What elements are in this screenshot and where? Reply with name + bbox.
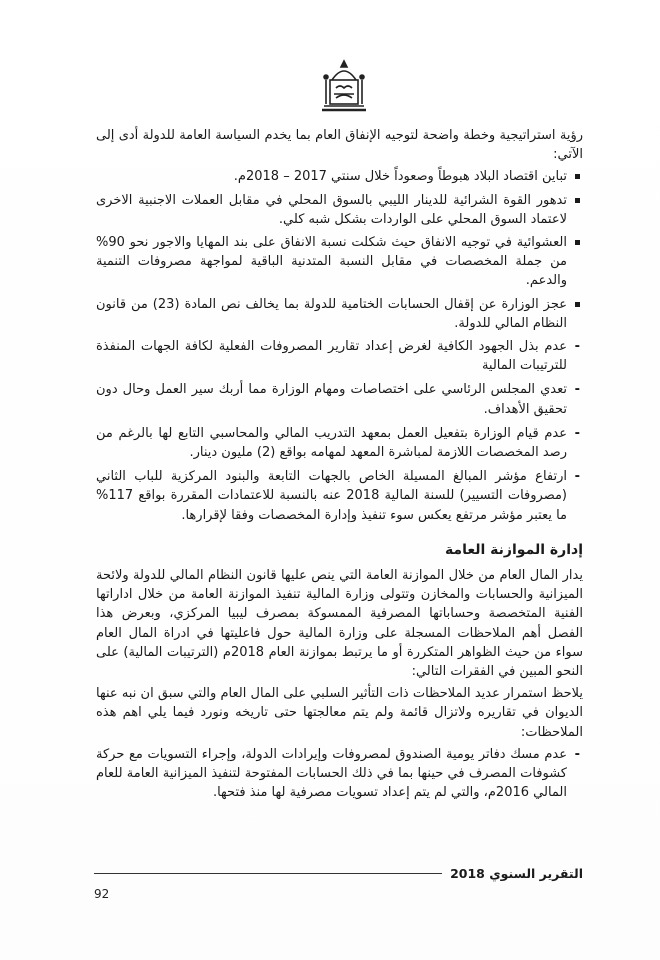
bullet-item: عجز الوزارة عن إقفال الحسابات الختامية للدولة بما يخالف نص المادة (23) من قانون النظام المالي للدولة. (96, 295, 583, 333)
findings-bullet-list (96, 167, 583, 333)
dash-item: - عدم بذل الجهود الكافية لغرض إعداد تقارير المصروفات الفعلية لكافة الجهات المنفذة للترتيبات المالية (96, 337, 583, 375)
section-paragraph: يدار المال العام من خلال الموازنة العامة التي ينص عليها قانون النظام المالي للدولة ولائحة الميزانية والحسابات والمخازن وتتولى وزارة المالية تنفيذ الموازنة العامة من خلال اداراتها الفنية المتخصصة وحساباتها المصرفية الممسوكة بمصرف ليبيا المركزي، وبعرض هذا الفصل أهم الملاحظات المسجلة على وزارة المالية حول فاعليتها في ادراة المال العام سواء من حيث الظواهر المتكررة أو ما يرتبط بموازنة العام 2018م (الترتيبات المالية) على النحو المبين في الفقرات التالي: (96, 568, 583, 680)
page-footer (94, 866, 583, 881)
bullet-item: تدهور القوة الشرائية للدينار الليبي بالسوق المحلي في مقابل العملات الاجنبية الاخرى لاعتماد السوق المحلي على الواردات بشكل شبه كلي. (96, 191, 583, 229)
findings-dash-list (96, 337, 583, 525)
page-number: 92 (94, 887, 110, 901)
bullet-item: تباين اقتصاد البلاد هبوطاً وصعوداً خلال سنتي 2017 – 2018م. (96, 167, 583, 186)
dash-item: - تعدي المجلس الرئاسي على اختصاصات ومهام الوزارة مما أربك سير العمل وحال دون تحقيق الأهداف. (96, 380, 583, 418)
observations-paragraph: يلاحظ استمرار عديد الملاحظات ذات التأثير السلبي على المال العام والتي سبق ان نبه عنها الديوان في تقاريره ولاتزال قائمة ولم يتم معالجتها حتى تاريخه ونورد فيما يلي اهم هذه الملاحظات: (96, 686, 583, 740)
dash-item: - عدم مسك دفاتر يومية الصندوق لمصروفات وإيرادات الدولة، وإجراء التسويات مع حركة كشوفات المصرف في حينها بما في ذلك الحسابات المفتوحة لتنفيذ الميزانية العامة للعام المالي 2016م، والتي لم يتم إعداد تسويات مصرفية لها منذ فتحها. (96, 745, 583, 803)
dash-item: - عدم قيام الوزارة بتفعيل العمل بمعهد التدريب المالي والمحاسبي التابع لها بالرغم من رصد المخصصات اللازمة لمباشرة المعهد لمهامه بواقع (2) مليون دينار. (96, 424, 583, 462)
section-heading: إدارة الموازنة العامة (444, 541, 583, 558)
report-label: التقرير السنوي 2018 (450, 866, 583, 881)
footer-divider (94, 873, 442, 874)
bullet-item: العشوائية في توجيه الانفاق حيث شكلت نسبة الانفاق على بند المهايا والاجور نحو 90% من جملة المخصصات في مقابل النسبة المتدنية الباقية لمواجهة مصروفات التنمية والدعم. (96, 233, 583, 291)
intro-paragraph: رؤية استراتيجية وخطة واضحة لتوجيه الإنفاق العام بما يخدم السياسة العامة للدولة أدى إلى الآتي: (96, 128, 583, 163)
dash-item: - ارتفاع مؤشر المبالغ المسيلة الخاص بالجهات التابعة والبنود المركزية للباب الثاني (مصروفات التسيير) للسنة المالية 2018 عنه بالنسبة للاعتمادات المقررة بواقع 117% ما يعتبر مؤشر مرتفع يعكس سوء تنفيذ وإدارة المخصصات وفقا لإقرارها. (96, 467, 583, 525)
main-content (96, 126, 583, 808)
audit-bureau-logo-icon (318, 58, 370, 114)
observations-dash-list (96, 745, 583, 803)
